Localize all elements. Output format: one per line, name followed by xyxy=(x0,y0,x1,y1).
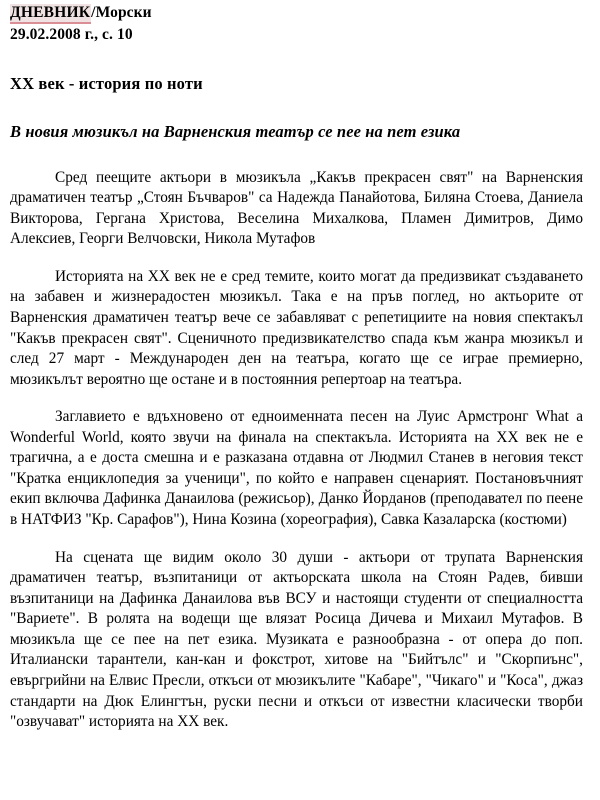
issue-date-page: 29.02.2008 г., с. 10 xyxy=(10,26,133,44)
article-subheadline: В новия мюзикъл на Варненския театър се пее на пет езика xyxy=(10,121,461,141)
publication-section: /Морски xyxy=(91,4,152,21)
article-paragraph: Историята на XX век не е сред темите, които могат да предизвикат създаването на забавен и жизнерадостен мюзикъл. Така е на пръв поглед, но актьорите от Варненския драматичен театър вече се забавляват с репетициите на новия спектакъл "Какъв прекрасен свят". Сценичното предизвикателство спада към жанра мюзикъл и след 27 март - Международен ден на театъра, когато ще се играе премиерно, мюзикълът вероятно ще остане и в постоянния репертоар на театъра. xyxy=(10,267,583,388)
masthead-title-line xyxy=(10,4,583,24)
article-paragraph: Заглавието е вдъхновено от едноименната песен на Луис Армстронг What a Wonderful World, която звучи на финала на спектакъла. Историята на XX век не е трагична, а е доста смешна и е разказана отдавна от Людмил Станев в неговия текст "Кратка енциклопедия за ученици", по който е направен сценарият. Постановъчният екип включва Дафинка Данаилова (режисьор), Данко Йорданов (преподавател по пеене в НАТФИЗ "Кр. Сарафов"), Нина Козина (хореография), Савка Казаларска (костюми) xyxy=(10,408,583,528)
article-body xyxy=(10,168,583,733)
article-paragraph: На сцената ще видим около 30 души - актьори от трупата Варненския драматичен театър, възпитаници от актьорската школа на Стоян Радев, бивши възпитаници на Дафинка Данаилова във ВСУ и настоящи студенти от специалността "Вариете". В ролята на водещи ще влязат Росица Дичева и Михаил Мутафов. В мюзикъла ще се пее на пет езика. Музиката е разнообразна - от опера до поп. Италиански тарантели, кан-кан и фокстрот, хитове на "Бийтълс" и "Скорпиънс", евъргрийни на Елвис Пресли, откъси от мюзикълите "Кабаре", "Чикаго" и "Коса", джаз стандарти на Дюк Елингтън, руски песни и откъси от известни класически творби "озвучават" историята на XX век. xyxy=(10,548,583,731)
publication-brand: ДНЕВНИК xyxy=(10,4,91,24)
article-paragraph: Сред пеещите актьори в мюзикъла „Какъв прекрасен свят" на Варненския драматичен театър „Стоян Бъчваров" са Надежда Панайотова, Биляна Стоева, Даниела Викторова, Гергана Христова, Веселина Михалкова, Пламен Димитров, Димо Алексиев, Георги Велчовски, Никола Мутафов xyxy=(10,168,583,248)
masthead xyxy=(10,4,583,45)
article-headline: XX век - история по ноти xyxy=(10,73,203,93)
